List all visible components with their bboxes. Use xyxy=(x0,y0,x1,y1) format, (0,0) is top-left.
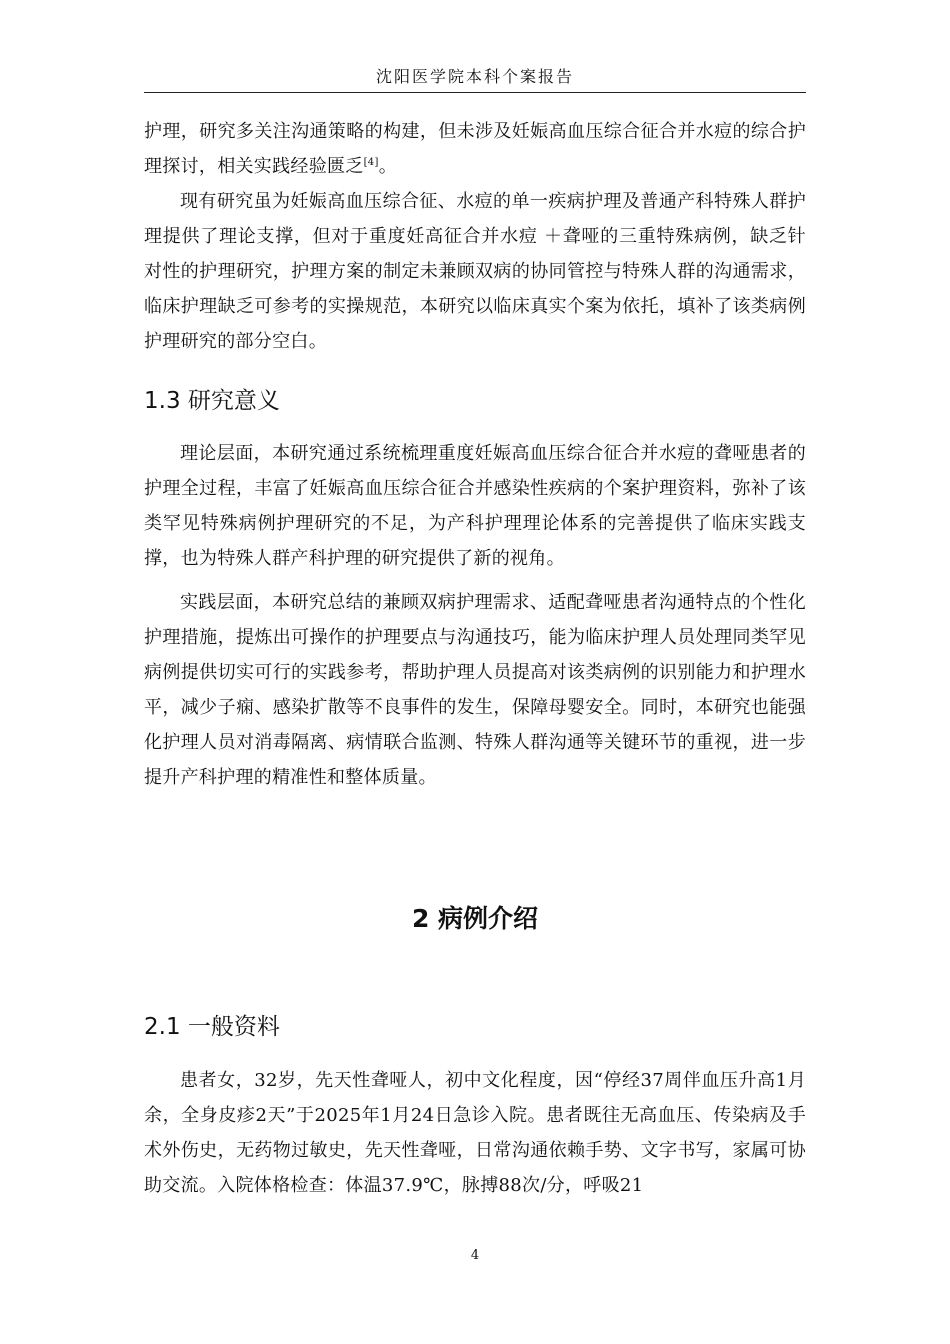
section-heading-2-1: 2.1 一般资料 xyxy=(144,1014,280,1040)
citation-reference: [4] xyxy=(363,157,379,168)
page-number: 4 xyxy=(470,1248,480,1263)
paragraph-practical: 实践层面，本研究总结的兼顾双病护理需求、适配聋哑患者沟通特点的个性化护理措施，提炼出可操作的护理要点与沟通技巧，能为临床护理人员处理同类罕见病例提供切实可行的实践参考，帮助护理人员提高对该类病例的识别能力和护理水平，减少子痫、感染扩散等不良事件的发生，保障母婴安全。同时，本研究也能强化护理人员对消毒隔离、病情联合监测、特殊人群沟通等关键环节的重视，进一步提升产科护理的精准性和整体质量。 xyxy=(144,592,806,788)
paragraph-end-punctuation: 。 xyxy=(378,156,397,177)
chapter-heading-2: 2 病例介绍 xyxy=(411,904,539,933)
paragraph-existing-research: 现有研究虽为妊娠高血压综合征、水痘的单一疾病护理及普通产科特殊人群护理提供了理论支撑，但对于重度妊高征合并水痘 ＋聋哑的三重特殊病例，缺乏针对性的护理研究，护理方案的制定未兼顾双病的协同管控与特殊人群的沟通需求，临床护理缺乏可参考的实操规范，本研究以临床真实个案为依托，填补了该类病例护理研究的部分空白。 xyxy=(144,191,806,352)
running-header: 沈阳医学院本科个案报告 xyxy=(375,67,574,86)
header-divider xyxy=(144,92,806,93)
paragraph-general-data: 患者女，32岁，先天性聋哑人，初中文化程度，因“停经37周伴血压升高1月余，全身皮疹2天”于2025年1月24日急诊入院。患者既往无高血压、传染病及手术外伤史，无药物过敏史，先天性聋哑，日常沟通依赖手势、文字书写，家属可协助交流。入院体格检查：体温37.9℃，脉搏88次/分，呼吸21 xyxy=(144,1070,806,1196)
section-heading-1-3: 1.3 研究意义 xyxy=(144,388,280,414)
paragraph-text: 护理，研究多关注沟通策略的构建，但未涉及妊娠高血压综合征合并水痘的综合护理探讨，相关实践经验匮乏 xyxy=(144,121,806,177)
paragraph-theoretical: 理论层面，本研究通过系统梳理重度妊娠高血压综合征合并水痘的聋哑患者的护理全过程，丰富了妊娠高血压综合征合并感染性疾病的个案护理资料，弥补了该类罕见特殊病例护理研究的不足，为产科护理理论体系的完善提供了临床实践支撑，也为特殊人群产科护理的研究提供了新的视角。 xyxy=(144,443,806,569)
paragraph-continuation xyxy=(144,114,806,184)
